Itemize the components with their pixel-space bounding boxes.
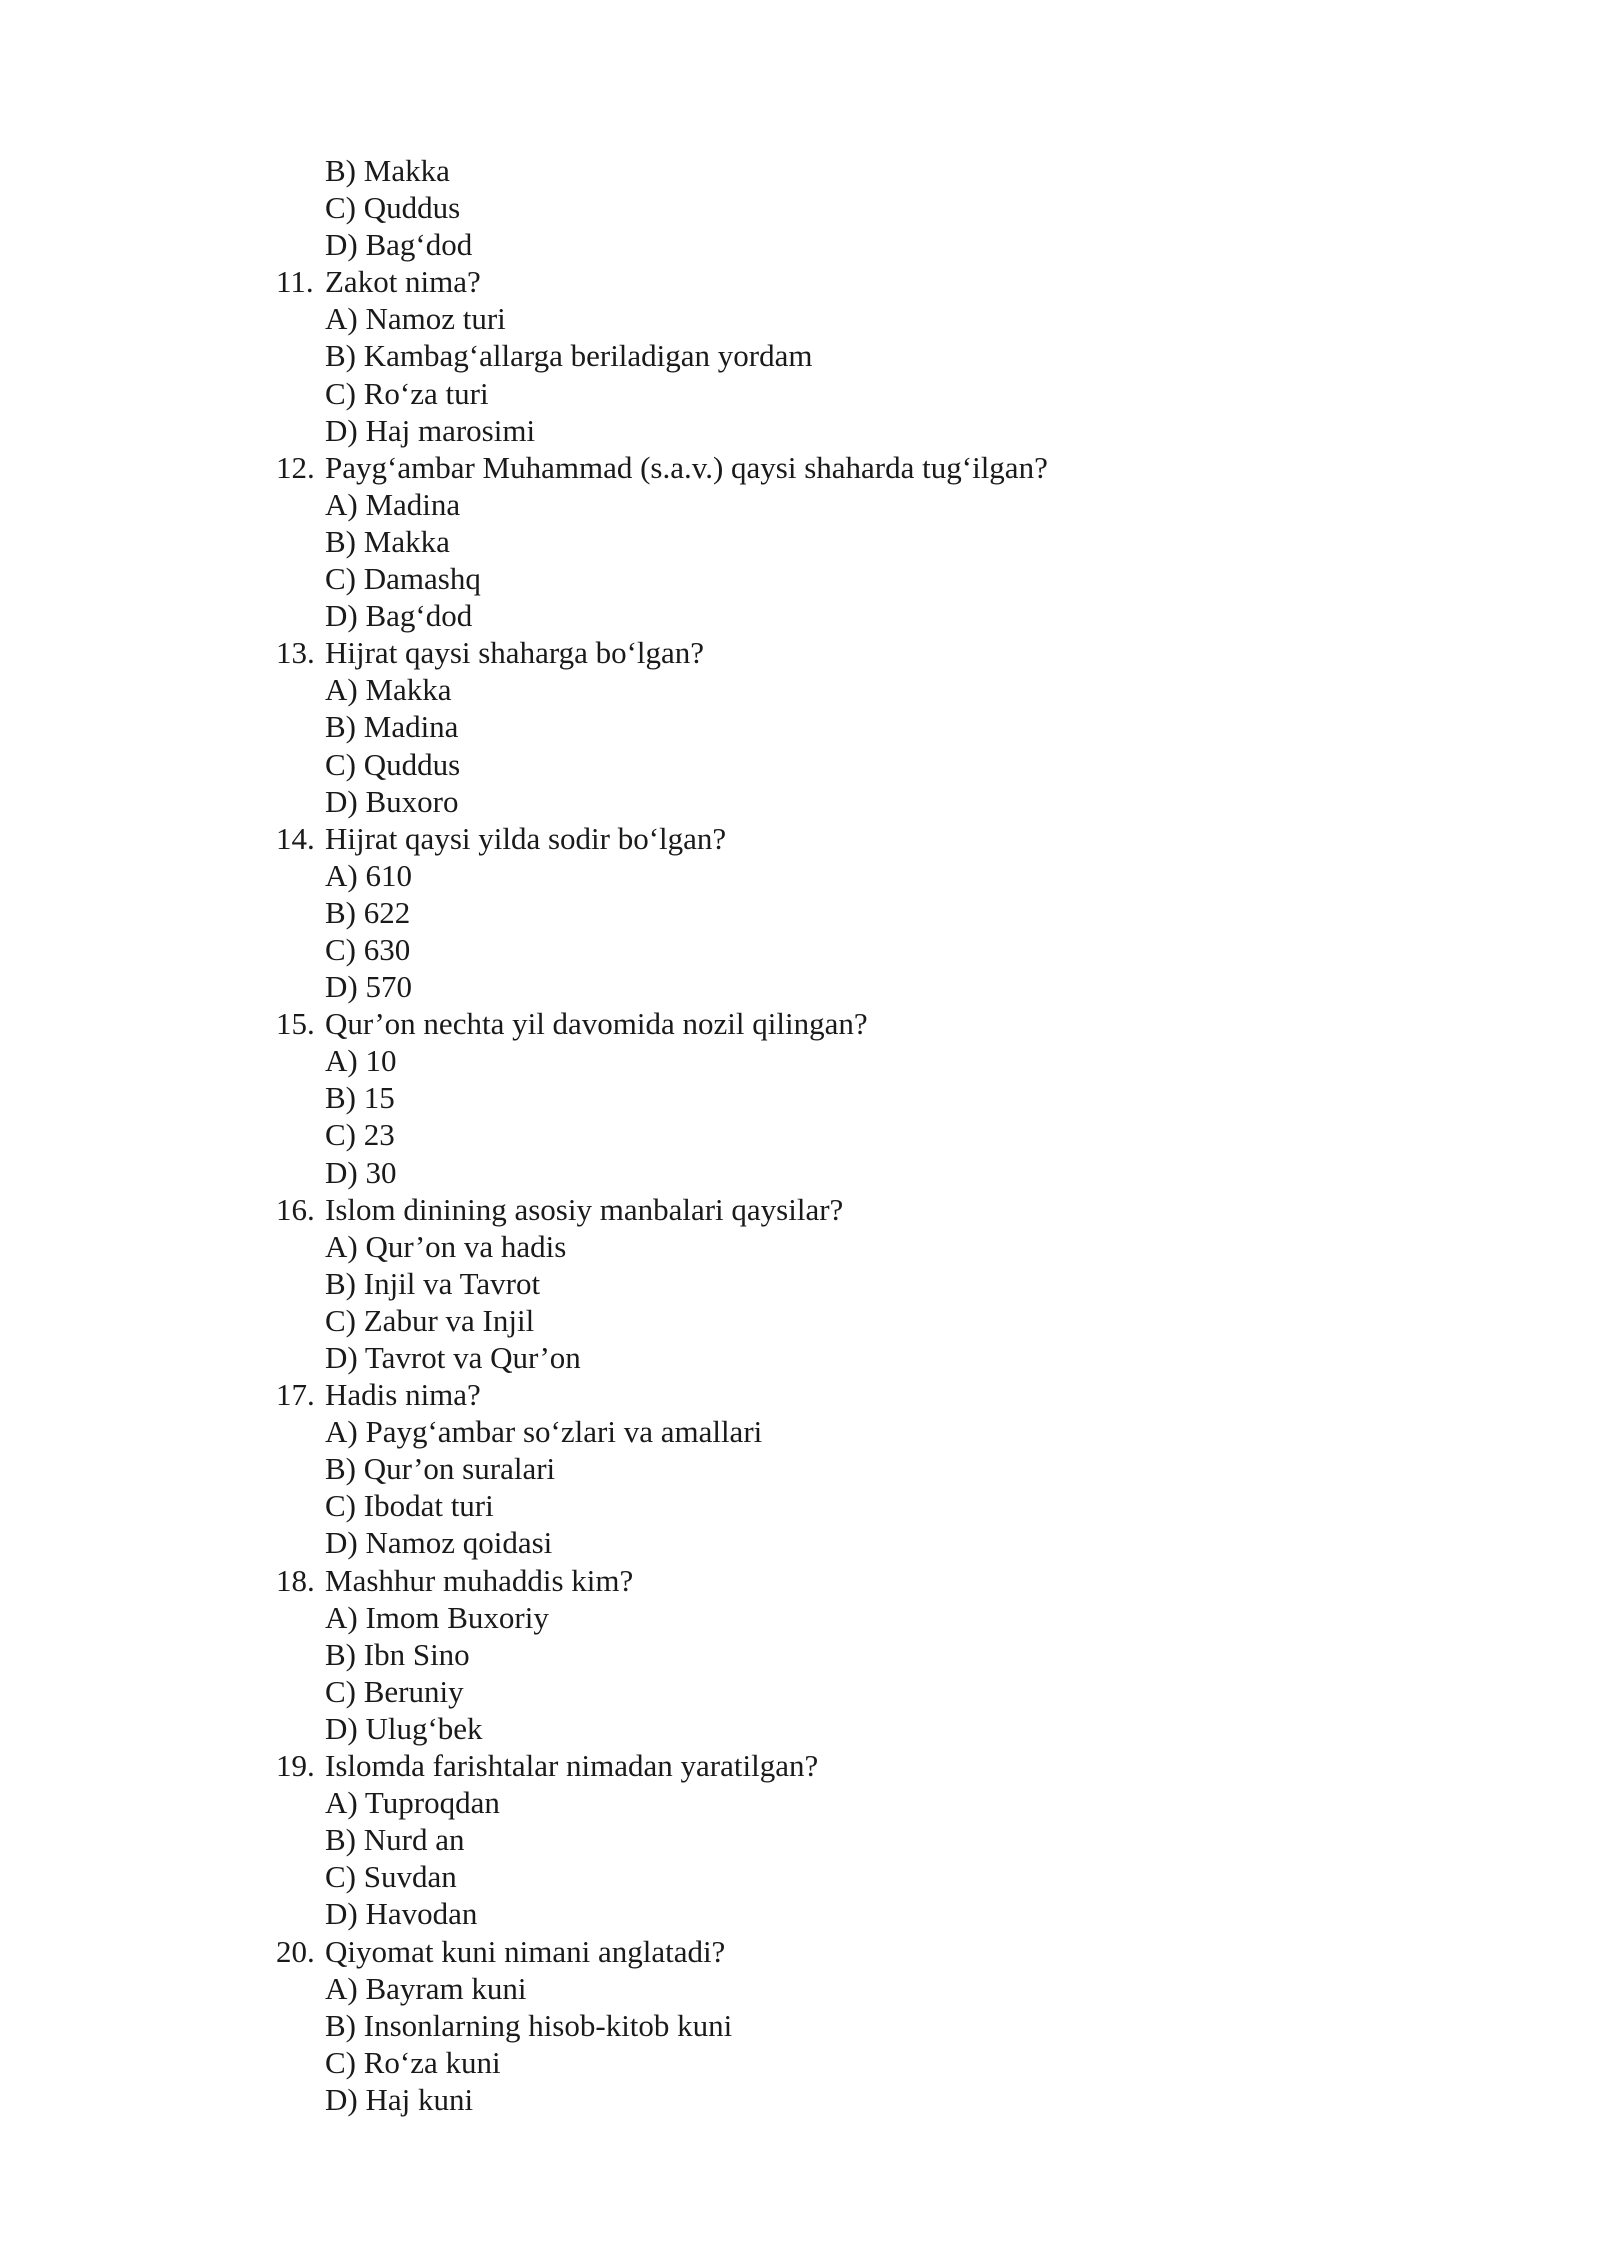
question-number: 13. (276, 635, 315, 671)
option-item: D) Namoz qoidasi (325, 1525, 553, 1561)
option-item: A) 610 (325, 857, 412, 893)
option-item: D) Bag‘dod (325, 227, 473, 263)
question-number: 17. (276, 1377, 315, 1413)
question-text: Qiyomat kuni nimani anglatadi? (325, 1933, 726, 1969)
question-text: Hadis nima? (325, 1377, 481, 1413)
option-item: D) 570 (325, 969, 412, 1005)
option-item: C) 23 (325, 1117, 395, 1153)
option-item: C) Zabur va Injil (325, 1302, 535, 1338)
question-text: Payg‘ambar Muhammad (s.a.v.) qaysi shaharda tug‘ilgan? (325, 449, 1048, 485)
question-text: Zakot nima? (325, 264, 481, 300)
question-text: Qur’on nechta yil davomida nozil qilingan? (325, 1006, 868, 1042)
option-item: A) Namoz turi (325, 301, 506, 337)
question-text: Islom dinining asosiy manbalari qaysilar? (325, 1191, 844, 1227)
option-item: A) 10 (325, 1043, 397, 1079)
question-number: 14. (276, 820, 315, 856)
question-list (276, 152, 1376, 2118)
option-item: D) Tavrot va Qur’on (325, 1340, 581, 1375)
question-number: 12. (276, 449, 315, 485)
option-item: D) Haj kuni (325, 2081, 474, 2117)
option-item: C) 630 (325, 931, 411, 967)
option-item: C) Ro‘za kuni (325, 2044, 501, 2080)
option-item: B) 622 (325, 894, 411, 930)
option-item: A) Bayram kuni (325, 1970, 527, 2006)
option-item: C) Damashq (325, 561, 481, 597)
option-item: B) Insonlarning hisob-kitob kuni (325, 2007, 733, 2043)
option-item: A) Payg‘ambar so‘zlari va amallari (325, 1414, 763, 1450)
question-item (276, 1376, 1376, 1413)
option-item: B) Makka (325, 523, 450, 559)
option-item: C) Quddus (325, 190, 461, 226)
option-item: B) Qur’on suralari (325, 1451, 556, 1487)
option-item: B) Injil va Tavrot (325, 1265, 541, 1301)
option-item: C) Quddus (325, 746, 461, 782)
option-item: B) 15 (325, 1080, 395, 1116)
question-item (276, 263, 1376, 300)
option-item: D) Bag‘dod (325, 598, 473, 634)
question-text: Islomda farishtalar nimadan yaratilgan? (325, 1748, 819, 1784)
question-text: Hijrat qaysi shaharga bo‘lgan? (325, 635, 705, 671)
option-item: B) Kambag‘allarga beriladigan yordam (325, 338, 813, 374)
question-item (276, 634, 1376, 671)
option-item: C) Ibodat turi (325, 1488, 494, 1524)
question-text: Hijrat qaysi yilda sodir bo‘lgan? (325, 820, 727, 856)
option-item: D) Buxoro (325, 783, 459, 819)
option-item: D) 30 (325, 1154, 397, 1190)
question-number: 18. (276, 1562, 315, 1598)
question-item (276, 1005, 1376, 1042)
question-item (276, 1191, 1376, 1228)
question-item (276, 449, 1376, 486)
question-item (276, 1562, 1376, 1599)
option-item: C) Suvdan (325, 1859, 457, 1895)
question-item (276, 1933, 1376, 1970)
option-item: B) Makka (325, 153, 450, 188)
question-number: 20. (276, 1933, 315, 1969)
option-item: D) Ulug‘bek (325, 1710, 483, 1746)
option-item: A) Imom Buxoriy (325, 1599, 549, 1635)
option-item: C) Ro‘za turi (325, 375, 489, 411)
option-item: A) Tuproqdan (325, 1785, 500, 1821)
option-item: D) Havodan (325, 1896, 478, 1932)
option-item: C) Beruniy (325, 1673, 464, 1709)
question-number: 16. (276, 1191, 315, 1227)
option-item: B) Ibn Sino (325, 1636, 470, 1672)
option-item: A) Makka (325, 672, 452, 708)
question-number: 15. (276, 1006, 315, 1042)
option-item: B) Nurd an (325, 1822, 465, 1858)
question-number: 19. (276, 1748, 315, 1784)
option-item: D) Haj marosimi (325, 412, 536, 448)
question-item (276, 1747, 1376, 1784)
question-item (276, 820, 1376, 857)
option-item: A) Madina (325, 486, 461, 522)
question-text: Mashhur muhaddis kim? (325, 1562, 634, 1598)
option-item: B) Madina (325, 709, 459, 745)
option-item: A) Qur’on va hadis (325, 1228, 567, 1264)
question-number: 11. (276, 264, 314, 300)
